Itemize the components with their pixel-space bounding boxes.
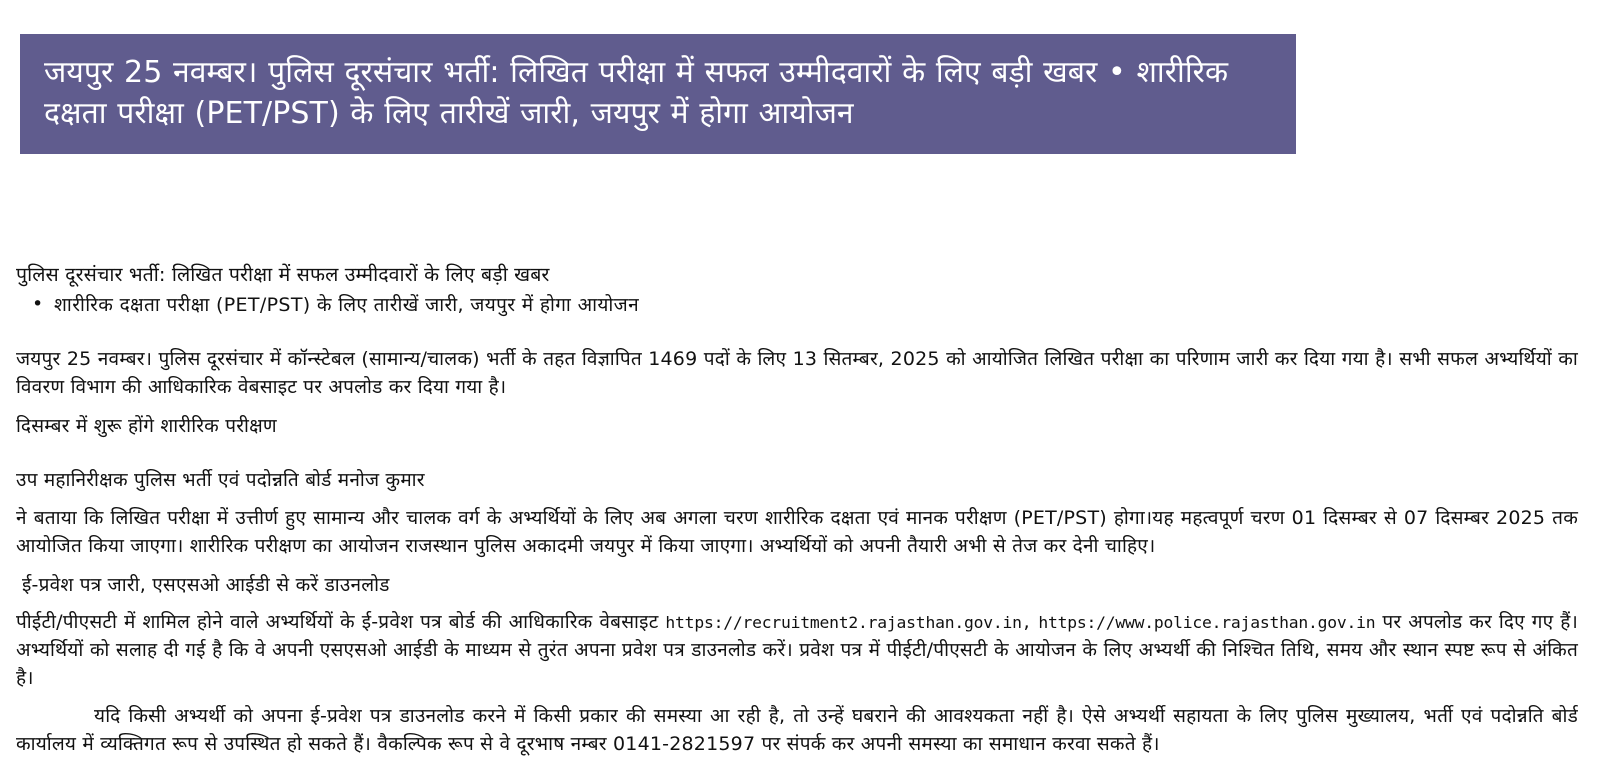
police-portal-url: https://www.police.rajasthan.gov.in: [1038, 613, 1376, 633]
official-name: उप महानिरीक्षक पुलिस भर्ती एवं पदोन्नति बोर्ड मनोज कुमार: [16, 469, 425, 492]
lead-paragraph: पुलिस दूरसंचार भर्ती: लिखित परीक्षा में सफल उम्मीदवारों के लिए बड़ी खबर: [16, 263, 550, 287]
paragraph-result-announcement: जयपुर 25 नवम्बर। पुलिस दूरसंचार में कॉन्स्टेबल (सामान्य/चालक) भर्ती के तहत विज्ञापित 1469 पदों के लिए 13 सितम्बर, 2025 को आयोजित लिखित परीक्षा का परिणाम जारी कर दिया गया है। सभी सफल अभ्यर्थियों का विवरण विभाग की आधिकारिक वेबसाइट पर अपलोड कर दिया गया है।: [16, 347, 1578, 398]
list-item: • शारीरिक दक्षता परीक्षा (PET/PST) के लिए तारीखें जारी, जयपुर में होगा आयोजन: [54, 291, 1578, 320]
admit-card-text-part1: पीईटी/पीएसटी में शामिल होने वाले अभ्यर्थियों के ई-प्रवेश पत्र बोर्ड की आधिकारिक वेबसाइट: [16, 611, 666, 634]
bullet-list: [16, 291, 1578, 320]
paragraph-admit-card-download: [16, 609, 1578, 693]
section-gap-3: [16, 440, 1578, 466]
recruitment-portal-url: https://recruitment2.rajasthan.gov.in,: [665, 613, 1032, 633]
section-gap-4: [16, 495, 1578, 505]
section-gap-5: [16, 561, 1578, 571]
section-gap-6: [16, 599, 1578, 609]
section-gap-2: [16, 402, 1578, 412]
admit-card-text-part2: पर अपलोड कर दिए गए हैं। अभ्यर्थियों को सलाह दी गई है कि वे अपनी एसएसओ आईडी के माध्यम से तुरंत अपना प्रवेश पत्र डाउनलोड करें। प्रवेश पत्र में पीईटी/पीएसटी के आयोजन के लिए अभ्यर्थी की निश्चित तिथि, समय और स्थान स्पष्ट रूप से अंकित है।: [16, 611, 1578, 689]
headline-text: जयपुर 25 नवम्बर। पुलिस दूरसंचार भर्ती: लिखित परीक्षा में सफल उम्मीदवारों के लिए बड़ी खबर • शारीरिक दक्षता परीक्षा (PET/PST) के लिए तारीखें जारी, जयपुर में होगा आयोजन: [44, 55, 1229, 132]
paragraph-pet-pst-schedule: ने बताया कि लिखित परीक्षा में उत्तीर्ण हुए सामान्य और चालक वर्ग के अभ्यर्थियों के लिए अब अगला चरण शारीरिक दक्षता एवं मानक परीक्षण (PET/PST) होगा।यह महत्वपूर्ण चरण 01 दिसम्बर से 07 दिसम्बर 2025 तक आयोजित किया जाएगा। शारीरिक परीक्षण का आयोजन राजस्थान पुलिस अकादमी जयपुर में किया जाएगा। अभ्यर्थियों को अपनी तैयारी अभी से तेज कर देनी चाहिए।: [16, 506, 1578, 557]
subheading-physical-tests: दिसम्बर में शुरू होंगे शारीरिक परीक्षण: [16, 414, 277, 437]
banner-body-spacer: [0, 154, 1600, 260]
document-body: [0, 260, 1600, 759]
section-gap-1: [16, 320, 1578, 346]
section-gap-7: [16, 693, 1578, 703]
subheading-admit-card: ई-प्रवेश पत्र जारी, एसएसओ आईडी से करें डाउनलोड: [22, 573, 390, 596]
headline-banner: [20, 34, 1296, 154]
paragraph-help-contact: यदि किसी अभ्यर्थी को अपना ई-प्रवेश पत्र डाउनलोड करने में किसी प्रकार की समस्या आ रही है, तो उन्हें घबराने की आवश्यकता नहीं है। ऐसे अभ्यर्थी सहायता के लिए पुलिस मुख्यालय, भर्ती एवं पदोन्नति बोर्ड कार्यालय में व्यक्तिगत रूप से उपस्थित हो सकते हैं। वैकल्पिक रूप से वे दूरभाष नम्बर 0141-2821597 पर संपर्क कर अपनी समस्या का समाधान करवा सकते हैं।: [16, 704, 1578, 755]
